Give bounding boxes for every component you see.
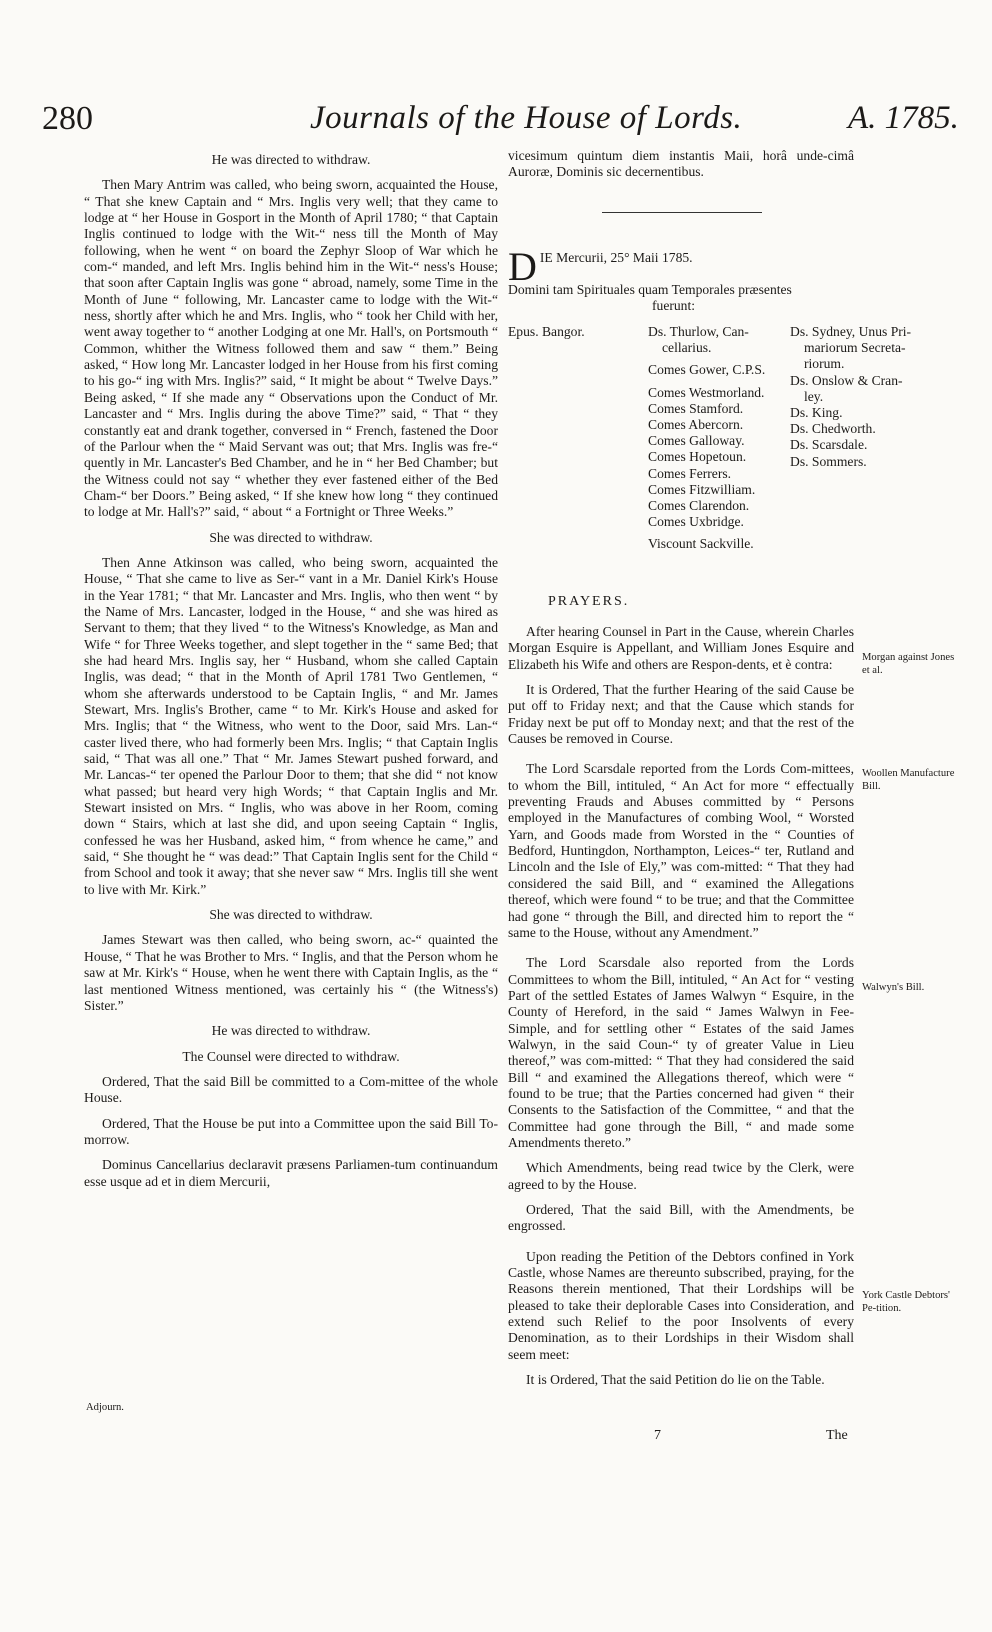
present-line-2: fuerunt:	[652, 298, 696, 313]
right-column	[508, 148, 854, 181]
present-line: Domini tam Spirituales quam Temporales præsentes	[508, 282, 792, 297]
lord-name: Comes Stamford.	[648, 400, 744, 416]
lord-name: Ds. Chedworth.	[790, 421, 876, 437]
lord-name: ley.	[804, 388, 824, 404]
lord-name: Comes Clarendon.	[648, 498, 750, 514]
morgan-cause: After hearing Counsel in Part in the Cause, wherein Charles Morgan Esquire is Appellant, and William Jones Esquire and Elizabeth his Wife and others are Respon-dents, et è contra:	[508, 624, 854, 672]
lord-name: Comes Uxbridge.	[648, 514, 744, 530]
bill-engrossed: Ordered, That the said Bill, with the Amendments, be engrossed.	[508, 1202, 854, 1234]
margin-note-adjourn: Adjourn.	[86, 1402, 124, 1413]
counsel-withdraw: The Counsel were directed to withdraw.	[182, 1048, 400, 1064]
lord-name: Epus. Bangor.	[508, 324, 585, 339]
lord-name: Comes Fitzwilliam.	[648, 481, 756, 497]
walwyn-report: The Lord Scarsdale also reported from the Lords Committees to whom the Bill, intituled, “ An Act for “ vesting Part of the settled Estates of James Walwyn “ Esquire, in the County of Hereford, in the said “ James Walwyn in Fee-Simple, and for settling other “ Estates of the said James Walwyn, in the said Coun-“ ty of greater Value in Lieu thereof,” was com-mitted: “ That they had considered the said Bill “ and examined the Allegations thereof, which were “ found to be true; that the Parties concerned had given “ their Consents to the Satisfaction of the Committee, “ and that the Committee had gone through the Bill, “ and made some Amendments thereto.”	[508, 955, 854, 1150]
lord-name: Ds. Sydney, Unus Pri-	[790, 324, 912, 339]
lord-name: Ds. King.	[790, 405, 843, 421]
lord-name: Ds. Scarsdale.	[790, 437, 868, 453]
lords-temporal-list-2	[790, 324, 940, 470]
woollen-report: The Lord Scarsdale reported from the Lords Com-mittees, to whom the Bill, intituled, “ An Act for more “ effectually preventing Frauds and Abuses committed by “ Persons employed in the Manufactures of combing Wool, “ Worsted Yarn, and Goods made from Worsted in the “ Counties of Bedford, Huntingdon, Northampton, Leices-“ ter, Rutland and Lincoln and the Isle of Ely,” was com-mitted: “ That they had considered the said Bill, and “ examined the Allegations thereof, which were found “ to be true; and that the Committee had gone “ through the Bill, and directed him to report the “ same to the House, without any Amendment.”	[508, 761, 854, 940]
lord-name: mariorum Secreta-	[804, 340, 906, 356]
lord-name: cellarius.	[662, 340, 712, 356]
page-number: 280	[42, 100, 93, 137]
antrim-testimony: Then Mary Antrim was called, who being sworn, acquainted the House, “ That she knew Captain and “ Mrs. Inglis very well; that they came to lodge at “ her House in Gosport in the Month of April 1780; “ that Captain Inglis continued to lodge with the Wit-“ ness till the Month of May following, when he went “ on board the Zephyr Sloop of War which he com-“ manded, and left Mrs. Inglis behind him in the Wit-“ ness's House; that soon after Captain Inglis was gone “ abroad, namely, some Time in the Month of June “ following, Mr. Lancaster came to lodge with the Wit-“ ness, shortly after which he and Mrs. Inglis, who “ took her Child with her, went away together to “ another Lodging at one Mr. Hall's, on Portsmouth “ Common, whither the Witness followed them and saw “ them.” Being asked, “ How long Mr. Lancaster lodged in her House from his first coming to his go-“ ing with Mrs. Inglis?” said, “ It might be about “ Twelve Days.” Being asked, “ If she made any “ Observations upon the Conduct of Mr. Lancaster and “ Mrs. Inglis during the above Time?” said, “ That “ they constantly eat and drank together, conversed in “ French, fastened the Door of the Parlour when the “ Maid Servant was out; that Mrs. Inglis was fre-“ quently in Mr. Lancaster's Bed Chamber, and he in “ her Bed Chamber; but the Witness could not say “ whether they ever fastened either of the Bed Cham-“ ber Doors.” Being asked, “ If she knew how long “ they continued to lodge at Mr. Hall's?” said, “ about “ a Fortnight or Three Weeks.”	[84, 177, 498, 520]
morgan-order: It is Ordered, That the further Hearing of the said Cause be put off to Friday next; and that the Cause which stands for Friday next be put off to Monday next; and that the rest of the Causes be removed in Course.	[508, 682, 854, 747]
adjournment-text: Dominus Cancellarius declaravit præsens Parliamen-tum continuandum esse usque ad et in diem Mercurii,	[84, 1157, 498, 1189]
page-year: A. 1785.	[848, 100, 959, 136]
continuation-text: vicesimum quintum diem instantis Maii, horâ unde-cimâ Auroræ, Dominis sic decernentibus.	[508, 148, 854, 180]
margin-note-morgan: Morgan against Jones et al.	[862, 652, 955, 676]
lord-name: Comes Westmorland.	[648, 384, 765, 400]
lord-name: Comes Hopetoun.	[648, 449, 747, 465]
margin-note-walwyn: Walwyn's Bill.	[862, 982, 925, 993]
withdraw-note: She was directed to withdraw.	[209, 529, 373, 545]
lord-name: Viscount Sackville.	[648, 536, 754, 552]
withdraw-note: She was directed to withdraw.	[209, 907, 373, 923]
lord-name: Ds. Sommers.	[790, 453, 867, 469]
proceedings	[508, 624, 854, 1388]
withdraw-note: He was directed to withdraw.	[211, 1023, 371, 1039]
margin-note-woollen: Woollen Manufacture Bill.	[862, 768, 955, 792]
lord-name: Ds. Onslow & Cran-	[790, 372, 903, 388]
lord-name: Comes Ferrers.	[648, 465, 732, 481]
stewart-testimony: James Stewart was then called, who being sworn, ac-“ quainted the House, “ That he was Brother to Mrs. “ Inglis, and that the Person whom he saw at Mr. Kirk's “ House, when he went there with Captain Inglis, as the “ last mentioned Witness mentioned, was certainly his “ (the Witness's) Sister.”	[84, 932, 498, 1013]
petition-order: It is Ordered, That the said Petition do lie on the Table.	[526, 1372, 825, 1388]
prayers-heading: PRAYERS.	[548, 594, 630, 609]
margin-note-york: York Castle Debtors' Pe-tition.	[862, 1290, 950, 1314]
amendments-agreed: Which Amendments, being read twice by the Clerk, were agreed to by the House.	[508, 1160, 854, 1192]
sitting-date	[508, 244, 854, 289]
lord-name: Comes Abercorn.	[648, 417, 744, 433]
york-petition: Upon reading the Petition of the Debtors confined in York Castle, whose Names are thereunto subscribed, praying, for the Reasons therein mentioned, That their Lordships will be pleased to take their deplorable Cases into Consideration, and extend such Relief to the poor Insolvents of every Denomination, as to their Lordships in their Wisdom shall seem meet:	[508, 1248, 854, 1362]
lord-name: Ds. Thurlow, Can-	[648, 324, 749, 339]
section-rule	[602, 212, 762, 213]
lord-name: Comes Gower, C.P.S.	[648, 362, 766, 378]
running-title: Journals of the House of Lords.	[310, 100, 743, 136]
order-committed: Ordered, That the said Bill be committed to a Com-mittee of the whole House.	[84, 1073, 498, 1106]
atkinson-testimony: Then Anne Atkinson was called, who being sworn, acquainted the House, “ That she came to live as Ser-“ vant in a Mr. Daniel Kirk's House in the Year 1781; “ that Mr. Lancaster and Mrs. Inglis, who then went “ by the Name of Mrs. Lancaster, lodged in the House, “ and she was hired as Servant to them; that they lived “ to the Witness's Knowledge, as Man and Wife “ for Three Weeks together, and slept together in the “ same Bed; that she had heard Mrs. Inglis say, her “ Husband, whom she called Captain Inglis, was dead; “ that in the Month of April 1781 Two Gentlemen, “ whom she afterwards understood to be Captain Inglis, “ and Mr. James Stewart, Mrs. Inglis's Brother, came “ to Mr. Kirk's House and asked for Mrs. Inglis; that “ the Witness, who went to the Door, said Mrs. Lan-“ caster lived there, who had formerly been Mrs. Inglis; “ that Captain Inglis said, “ That was all one.” That “ Mr. James Stewart pushed forward, and Mr. Lancas-“ ter opened the Parlour Door to them; that she did “ not know what passed; but heard very high Words; “ that Captain Inglis and Mr. Stewart insisted on Mrs. “ Inglis, who was above in her Room, coming down “ Stairs, which at last she did, and upon seeing Captain “ Inglis, confessed he was her Husband, asked him, “ from whence he came,” and said, “ She thought he “ was dead:” That Captain Inglis sent for the Child “ from School and took it away; that she never saw “ Mrs. Inglis till she went to live with Mr. Kirk.”	[84, 554, 498, 897]
lord-name: Comes Galloway.	[648, 433, 745, 449]
order-committee: Ordered, That the House be put into a Committee upon the said Bill To-morrow.	[84, 1115, 498, 1147]
drop-capital: D	[508, 244, 537, 289]
left-column	[84, 148, 498, 1190]
catchword: The	[826, 1428, 848, 1443]
lords-spiritual	[508, 324, 585, 340]
lord-name: riorum.	[804, 356, 845, 372]
withdraw-note: He was directed to withdraw.	[211, 152, 371, 167]
lords-temporal-list	[648, 324, 790, 553]
signature-mark: 7	[654, 1428, 661, 1443]
date-line: IE Mercurii, 25° Maii 1785.	[539, 250, 693, 265]
